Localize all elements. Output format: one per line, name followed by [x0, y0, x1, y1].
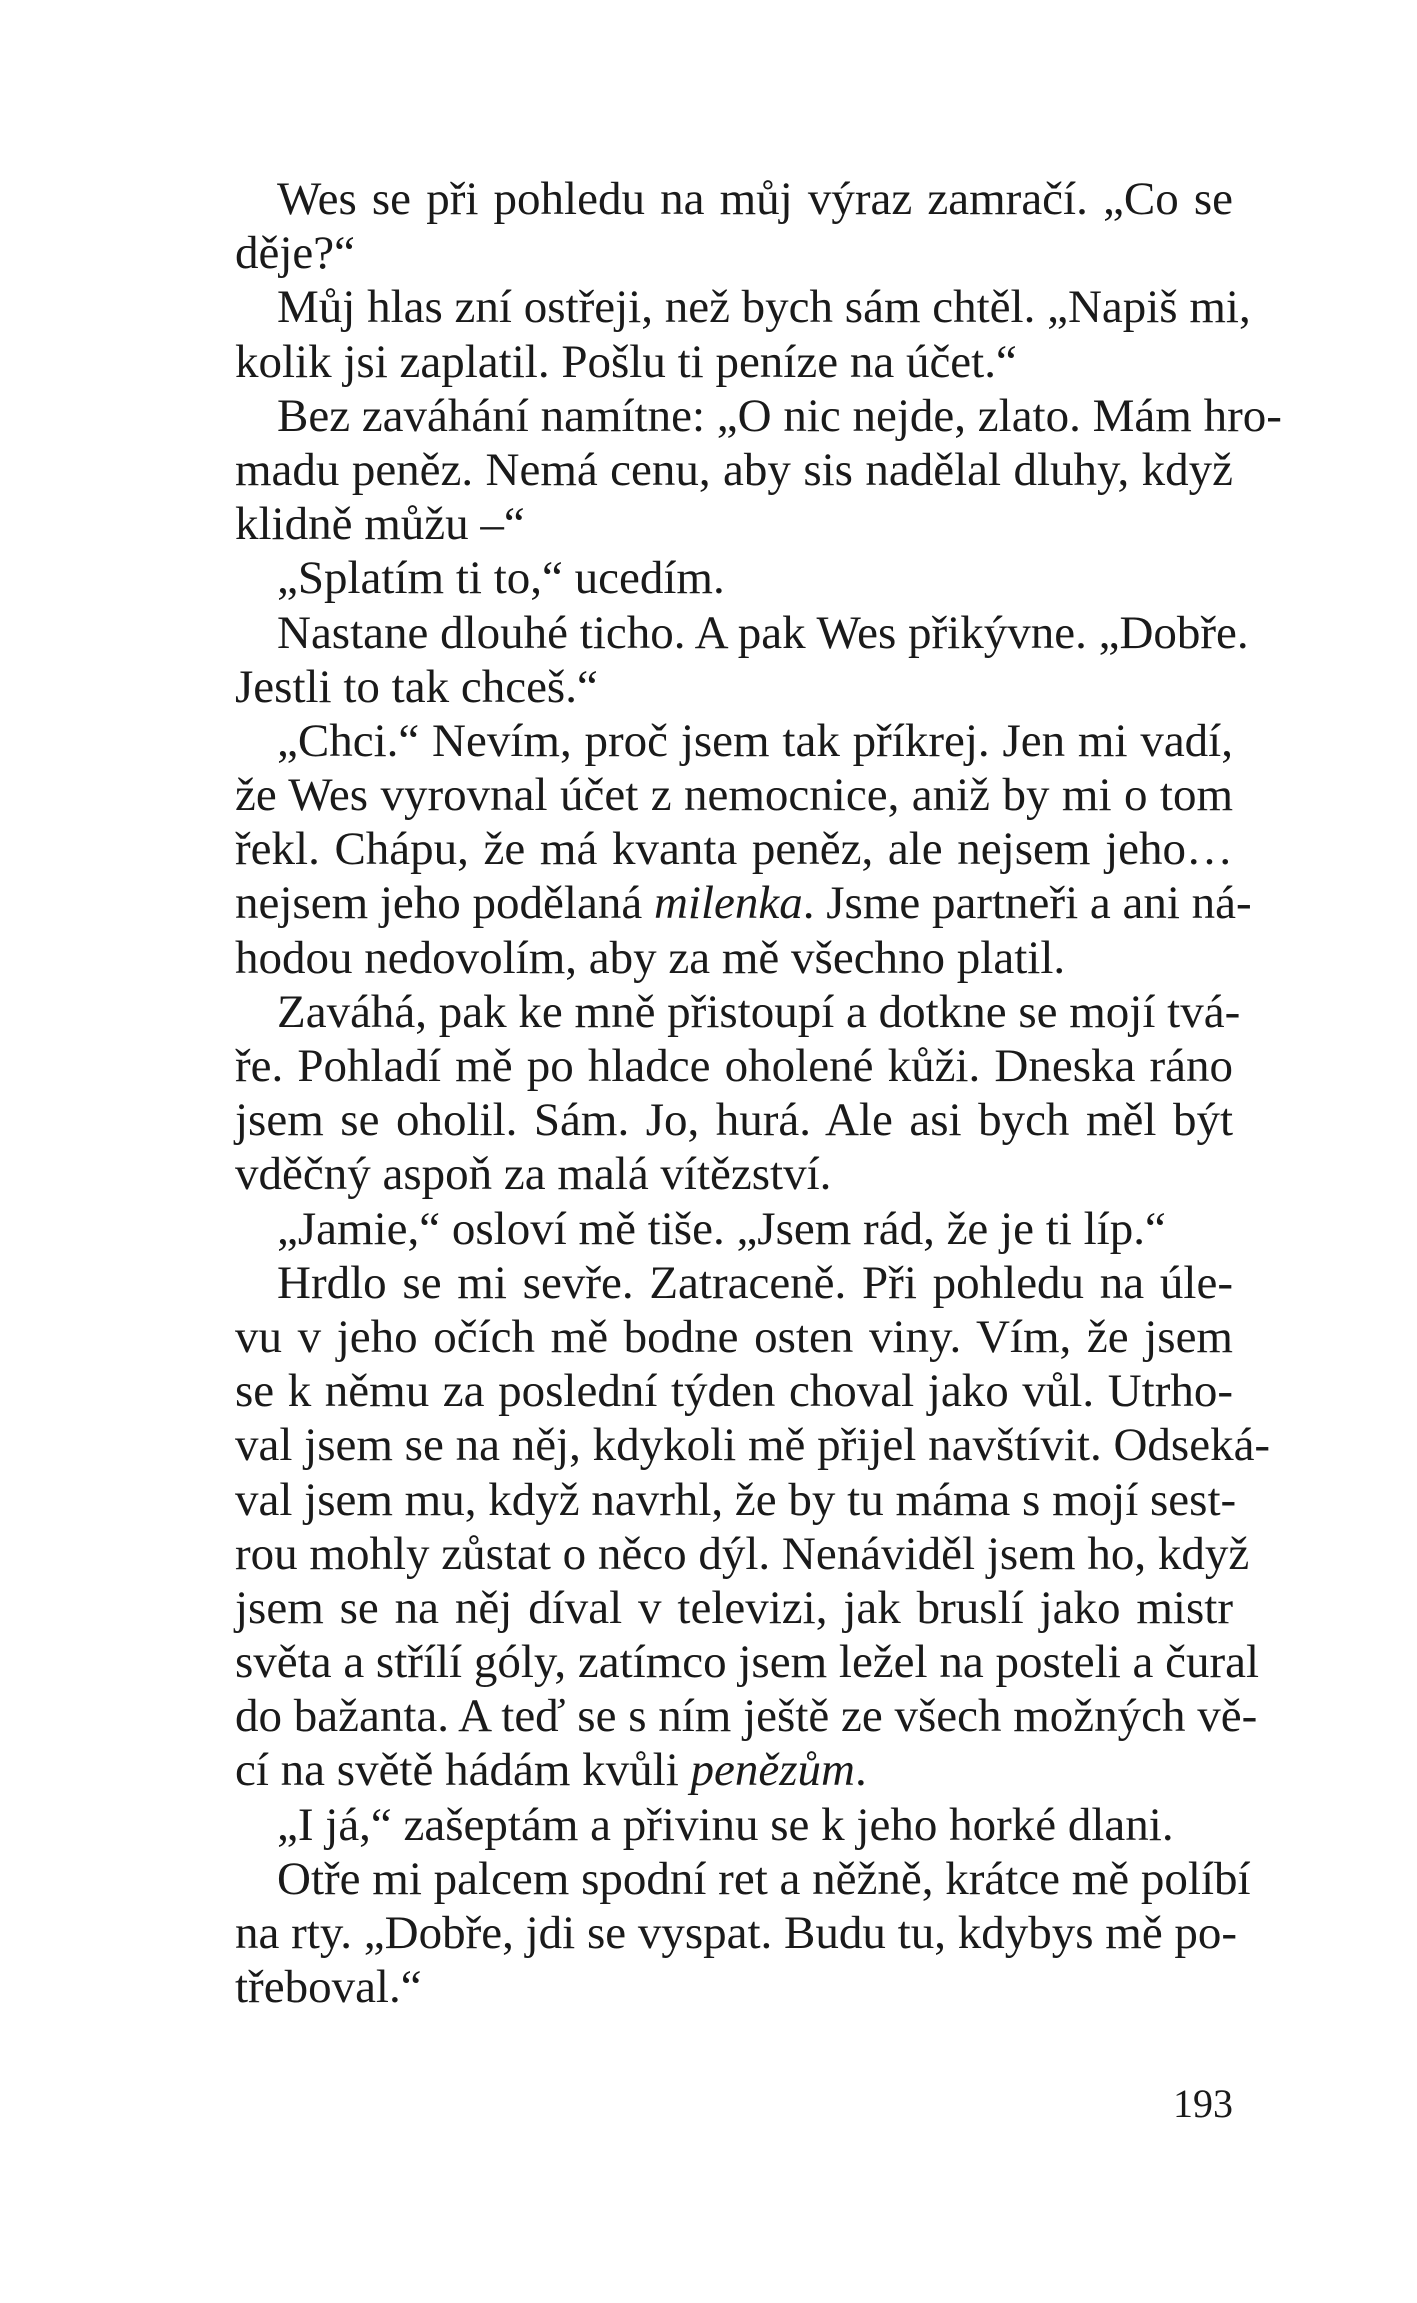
text-segment: . — [854, 1744, 867, 1797]
text-line: na rty. „Dobře, jdi se vyspat. Budu tu, kdybys mě po- — [235, 1907, 1238, 1959]
paragraph — [193, 551, 1233, 605]
paragraph — [193, 606, 1249, 714]
text-line: val jsem mu, když navrhl, že by tu máma s mojí sest- — [235, 1473, 1237, 1526]
text-line — [193, 876, 1252, 930]
body-text — [193, 172, 1282, 2014]
text-line: „Splatím ti to,“ ucedím. — [277, 552, 725, 605]
paragraph — [193, 1852, 1251, 2015]
italic-word: milenka — [653, 877, 803, 930]
text-line: madu peněz. Nemá cenu, aby sis nadělal dluhy, když — [235, 443, 1233, 496]
text-line: se k němu za poslední týden choval jako vůl. Utrho- — [235, 1365, 1233, 1418]
paragraph — [193, 280, 1251, 388]
text-line: Nastane dlouhé ticho. A pak Wes přikývne. „Dobře. — [277, 606, 1249, 659]
text-line: „I já,“ zašeptám a přivinu se k jeho horké dlani. — [277, 1798, 1174, 1851]
paragraph — [193, 1256, 1271, 1798]
paragraph — [193, 985, 1241, 1202]
text-line: světa a střílí góly, zatímco jsem ležel na posteli a čural — [235, 1636, 1260, 1689]
text-line: ře. Pohladí mě po hladce oholené kůži. Dneska ráno — [235, 1040, 1233, 1092]
text-line: kolik jsi zaplatil. Pošlu ti peníze na účet.“ — [235, 335, 1017, 388]
paragraph — [193, 389, 1282, 552]
text-line: řekl. Chápu, že má kvanta peněz, ale nejsem jeho… — [235, 823, 1233, 876]
text-segment: nejsem jeho podělaná — [235, 877, 654, 930]
text-line — [193, 1743, 1233, 1797]
text-line: vděčný aspoň za malá vítězství. — [235, 1148, 832, 1201]
text-line: Hrdlo se mi sevře. Zatraceně. Při pohledu na úle- — [277, 1256, 1233, 1309]
text-line: třeboval.“ — [235, 1961, 422, 2014]
text-line: Wes se při pohledu na můj výraz zamračí. „Co se — [277, 173, 1233, 225]
paragraph — [193, 1798, 1233, 1852]
text-line: val jsem se na něj, kdykoli mě přijel navštívit. Odseká- — [235, 1419, 1271, 1472]
text-line: jsem se na něj díval v televizi, jak bruslí jako mistr — [235, 1581, 1233, 1634]
text-line: Otře mi palcem spodní ret a něžně, krátce mě políbí — [277, 1852, 1251, 1905]
text-line: do bažanta. A teď se s ním ještě ze všech možných vě- — [235, 1690, 1258, 1743]
text-line: děje?“ — [235, 227, 356, 280]
text-line: Můj hlas zní ostřeji, než bych sám chtěl. „Napiš mi, — [277, 281, 1251, 334]
text-line: klidně můžu –“ — [235, 498, 525, 551]
text-line: že Wes vyrovnal účet z nemocnice, aniž by mi o tom — [235, 769, 1233, 822]
text-segment: cí na světě hádám kvůli — [235, 1744, 691, 1797]
text-line: „Jamie,“ osloví mě tiše. „Jsem rád, že je ti líp.“ — [277, 1202, 1166, 1255]
text-line: Bez zaváhání namítne: „O nic nejde, zlato. Mám hro- — [277, 389, 1282, 442]
text-line: jsem se oholil. Sám. Jo, hurá. Ale asi bych měl být — [235, 1094, 1233, 1147]
text-line: hodou nedovolím, aby za mě všechno platil. — [235, 931, 1066, 984]
text-line: Zaváhá, pak ke mně přistoupí a dotkne se mojí tvá- — [277, 985, 1241, 1038]
italic-word: penězům — [690, 1744, 855, 1797]
paragraph — [193, 714, 1252, 985]
text-line: rou mohly zůstat o něco dýl. Nenáviděl jsem ho, když — [235, 1527, 1250, 1580]
paragraph — [193, 172, 1233, 280]
text-line: „Chci.“ Nevím, proč jsem tak příkrej. Jen mi vadí, — [277, 714, 1233, 767]
paragraph — [193, 1202, 1233, 1256]
text-line: vu v jeho očích mě bodne osten viny. Vím, že jsem — [235, 1310, 1233, 1363]
text-segment: . Jsme partneři a ani ná- — [802, 877, 1252, 930]
text-line: Jestli to tak chceš.“ — [235, 660, 598, 713]
page-number: 193 — [1173, 2081, 1233, 2126]
